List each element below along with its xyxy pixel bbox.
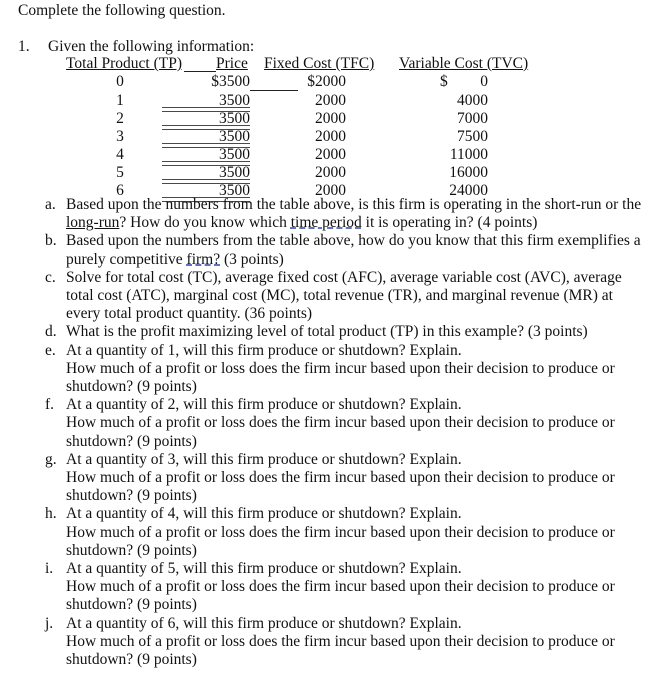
header-price: Price	[216, 55, 248, 72]
item-text: it is operating in? (4 points)	[365, 214, 538, 232]
item-letter: c.	[45, 268, 56, 286]
table-row	[0, 128, 650, 146]
item-text: At a quantity of 3, will this firm produce or shutdown? Explain.	[66, 450, 462, 468]
item-followup: How much of a profit or loss does the firm incur based upon their decision to produce or shutdown? (9 points)	[66, 578, 615, 614]
term-long-run: long-run	[66, 214, 120, 232]
question-number: 1.	[18, 38, 30, 55]
item-text: At a quantity of 5, will this firm produce or shutdown? Explain.	[66, 560, 462, 578]
item-letter: a.	[45, 196, 56, 213]
term-firm: firm?	[186, 250, 221, 268]
item-text: Solve for total cost (TC), average fixed cost (AFC), average variable cost (AVC), average total cost (ATC), marginal cost (MC), total revenue (TR), and marginal revenue (MR) at every total product quantity. (36 points)	[66, 268, 622, 323]
item-text: At a quantity of 6, will this firm produce or shutdown? Explain.	[66, 614, 462, 632]
sub-question-list	[0, 196, 650, 669]
item-followup: How much of a profit or loss does the firm incur based upon their decision to produce or shutdown? (9 points)	[66, 359, 615, 396]
item-text: Based upon the numbers from the table above, is this firm is operating in the short-run or the	[66, 196, 642, 213]
cell-fc: 2000	[315, 92, 346, 109]
table-row	[0, 146, 650, 164]
cell-vc: 11000	[449, 146, 488, 163]
cell-price: 3500	[219, 128, 250, 145]
header-fixed-cost: Fixed Cost (TFC)	[264, 55, 375, 72]
cell-tp: 5	[116, 164, 124, 181]
sub-question-f	[0, 396, 650, 451]
item-letter: e.	[45, 341, 56, 359]
cell-vc: 24000	[449, 182, 488, 199]
cell-tp: 3	[116, 128, 124, 145]
question-intro: Given the following information:	[48, 38, 255, 55]
cell-tp: 4	[116, 146, 124, 163]
sub-question-g	[0, 451, 650, 506]
sub-question-a	[0, 196, 650, 232]
item-letter: h.	[45, 505, 57, 523]
cell-vc: 16000	[449, 164, 488, 181]
item-followup: How much of a profit or loss does the firm incur based upon their decision to produce or shutdown? (9 points)	[66, 414, 615, 450]
item-text: At a quantity of 4, will this firm produce or shutdown? Explain.	[66, 505, 462, 523]
cell-fc: 2000	[315, 182, 346, 199]
cell-price: 3500	[219, 182, 250, 199]
table-row	[0, 164, 650, 182]
cell-tp: 0	[116, 73, 124, 90]
sub-question-i	[0, 560, 650, 615]
item-text: What is the profit maximizing level of total product (TP) in this example? (3 points)	[66, 323, 588, 341]
table-row	[0, 92, 650, 110]
item-followup: How much of a profit or loss does the firm incur based upon their decision to produce or shutdown? (9 points)	[66, 469, 615, 505]
item-letter: g.	[45, 450, 57, 468]
cell-vc: 7500	[457, 128, 488, 145]
cell-fc: $2000	[307, 73, 346, 90]
cell-tp: 2	[116, 110, 124, 127]
table-row	[0, 110, 650, 128]
item-letter: d.	[45, 323, 57, 341]
term-time-period: time period	[290, 214, 362, 232]
header-total-product: Total Product (TP)	[66, 55, 183, 72]
item-text: ? How do you know which	[119, 214, 287, 232]
sub-question-e	[0, 342, 650, 397]
cell-price: 3500	[219, 110, 250, 127]
cell-vc: 7000	[457, 110, 488, 127]
item-text: (3 points)	[223, 250, 284, 268]
row-connector-line	[250, 90, 298, 91]
sub-question-d	[0, 323, 650, 341]
item-letter: j.	[45, 614, 54, 632]
header-variable-cost: Variable Cost (TVC)	[399, 55, 529, 72]
item-followup: How much of a profit or loss does the firm incur based upon their decision to produce or shutdown? (9 points)	[66, 632, 615, 669]
sub-question-h	[0, 505, 650, 560]
cell-price: 3500	[219, 146, 250, 163]
cell-fc: 2000	[315, 164, 346, 181]
cell-price: 3500	[219, 164, 250, 181]
item-letter: b.	[45, 232, 57, 250]
cell-tp: 1	[116, 92, 124, 109]
header-connector-line	[184, 71, 216, 72]
item-text: At a quantity of 2, will this firm produce or shutdown? Explain.	[66, 396, 462, 414]
item-text: At a quantity of 1, will this firm produce or shutdown? Explain.	[66, 341, 462, 359]
item-followup: How much of a profit or loss does the firm incur based upon their decision to produce or shutdown? (9 points)	[66, 523, 615, 559]
item-text: Based upon the numbers from the table above, how do you know that this firm exemplifies a purely competitive	[66, 232, 641, 268]
sub-question-j	[0, 615, 650, 670]
instruction-text: Complete the following question.	[18, 2, 226, 19]
cell-fc: 2000	[315, 146, 346, 163]
cell-vc: 0	[480, 73, 488, 90]
item-letter: f.	[45, 396, 55, 414]
cell-vc-dollar: $	[440, 73, 448, 90]
item-letter: i.	[45, 560, 54, 578]
cell-fc: 2000	[315, 128, 346, 145]
cell-tp: 6	[116, 182, 124, 199]
sub-question-c	[0, 269, 650, 324]
cell-price: $3500	[211, 73, 250, 90]
cell-fc: 2000	[315, 110, 346, 127]
sub-question-b	[0, 232, 650, 268]
cell-vc: 4000	[457, 92, 488, 109]
cell-price: 3500	[219, 92, 250, 109]
table-row	[0, 73, 650, 91]
